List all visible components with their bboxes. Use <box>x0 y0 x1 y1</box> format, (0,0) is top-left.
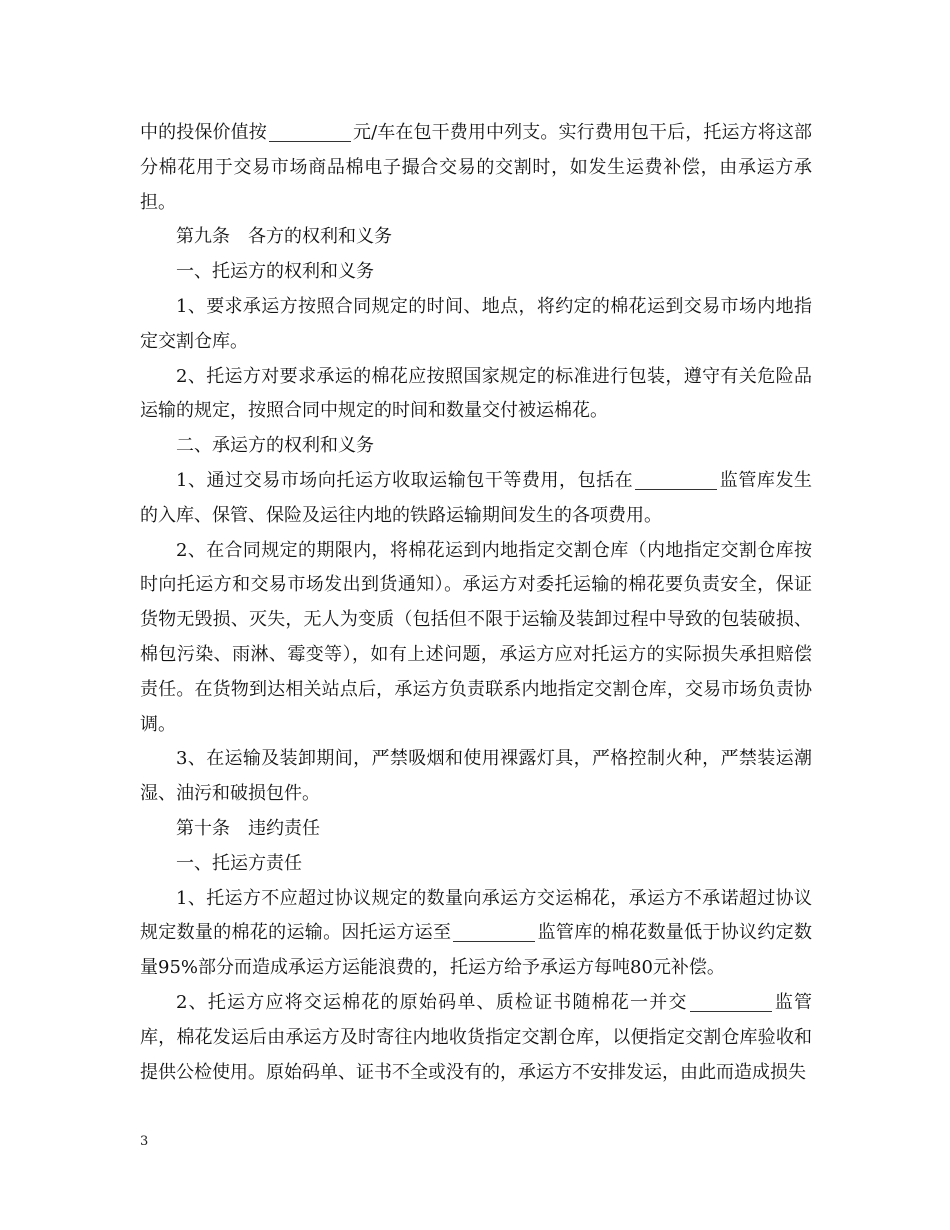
paragraph-text: 2、托运方应将交运棉花的原始码单、质检证书随棉花一并交 <box>176 991 688 1013</box>
fill-in-blank <box>635 469 717 490</box>
paragraph <box>140 742 812 812</box>
paragraph <box>140 882 812 986</box>
paragraph-text: 监管库的棉花数量低于协议约定数量95%部分而造成承运方运能浪费的，托运方给予承运方每吨80元补偿。 <box>140 922 812 979</box>
paragraph <box>140 255 812 290</box>
paragraph <box>140 534 812 743</box>
paragraph-text: 2、托运方对要求承运的棉花应按照国家规定的标准进行包装，遵守有关危险品运输的规定，按照合同中规定的时间和数量交付被运棉花。 <box>140 365 812 422</box>
document-body <box>140 116 812 1090</box>
paragraph-text: 1、要求承运方按照合同规定的时间、地点，将约定的棉花运到交易市场内地指定交割仓库。 <box>140 295 812 352</box>
paragraph-text: 一、托运方责任 <box>176 852 302 874</box>
paragraph-text: 第十条 违约责任 <box>176 817 320 839</box>
paragraph-text: 第九条 各方的权利和义务 <box>176 226 392 248</box>
paragraph-text: 2、在合同规定的期限内，将棉花运到内地指定交割仓库（内地指定交割仓库按时向托运方和交易市场发出到货通知）。承运方对委托运输的棉花要负责安全，保证货物无毁损、灭失，无人为变质（包括但不限于运输及装卸过程中导致的包装破损、棉包污染、雨淋、霉变等），如有上述问题，承运方应对托运方的实际损失承担赔偿责任。在货物到达相关站点后，承运方负责联系内地指定交割仓库，交易市场负责协调。 <box>140 539 812 735</box>
paragraph <box>140 220 812 255</box>
paragraph-text: 中的投保价值按 <box>140 122 267 143</box>
paragraph-text: 二、承运方的权利和义务 <box>176 435 374 457</box>
paragraph-text: 一、托运方的权利和义务 <box>176 261 374 283</box>
fill-in-blank <box>453 921 535 942</box>
paragraph <box>140 116 812 220</box>
paragraph <box>140 290 812 360</box>
paragraph <box>140 464 812 534</box>
paragraph <box>140 429 812 464</box>
paragraph <box>140 847 812 882</box>
paragraph <box>140 986 812 1090</box>
paragraph-text: 元/车在包干费用中列支。实行费用包干后，托运方将这部分棉花用于交易市场商品棉电子撮合交易的交割时，如发生运费补偿，由承运方承担。 <box>140 122 813 213</box>
page-number: 3 <box>140 1134 149 1149</box>
paragraph-text: 监管库，棉花发运后由承运方及时寄往内地收货指定交割仓库，以便指定交割仓库验收和提供公检使用。原始码单、证书不全或没有的，承运方不安排发运，由此而造成损失 <box>140 991 813 1083</box>
paragraph-text: 1、通过交易市场向托运方收取运输包干等费用，包括在 <box>176 469 634 491</box>
paragraph <box>140 812 812 847</box>
fill-in-blank <box>690 991 772 1012</box>
paragraph-text: 监管库发生的入库、保管、保险及运往内地的铁路运输期间发生的各项费用。 <box>140 469 813 526</box>
fill-in-blank <box>269 121 351 142</box>
paragraph-text: 3、在运输及装卸期间，严禁吸烟和使用裸露灯具，严格控制火种，严禁装运潮湿、油污和破损包件。 <box>140 748 812 805</box>
paragraph-text: 1、托运方不应超过协议规定的数量向承运方交运棉花，承运方不承诺超过协议规定数量的棉花的运输。因托运方运至 <box>140 887 812 944</box>
paragraph <box>140 360 812 430</box>
